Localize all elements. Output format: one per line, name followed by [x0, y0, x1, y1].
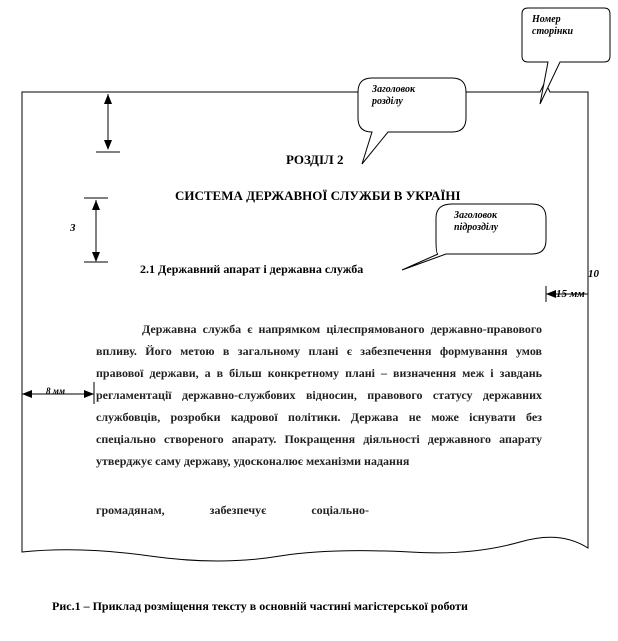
- page-number-label: 10: [588, 268, 599, 280]
- last-line-word-3: соціально-: [311, 503, 369, 517]
- figure-caption: Рис.1 – Приклад розміщення тексту в основній частині магістерської роботи: [52, 599, 468, 613]
- section-label: РОЗДІЛ 2: [286, 152, 344, 167]
- right-margin-label: 15 мм: [556, 288, 585, 300]
- callout-subsection-line2: підрозділу: [454, 222, 499, 233]
- callout-page-number: [532, 14, 573, 38]
- callout-page-number-line1: Номер: [532, 14, 561, 25]
- indent-label: 8 мм: [46, 386, 66, 396]
- callout-subsection-heading: [454, 210, 498, 234]
- callout-section-heading: [372, 84, 415, 108]
- body-last-line: [96, 503, 369, 518]
- subsection-title: 2.1 Державний апарат і державна служба: [140, 262, 364, 276]
- body-paragraph: Державна служба є напрямком цілеспрямованого державно-правового впливу. Його метою в загальному плані є забезпечення формування умов правової держави, а в більш конкретному плані – визначення меж і завдань регламентації державно-службових відносин, правового статусу державних службовців, розробки кадрової політики. Держава не може існувати без спеціально створеного апарату. Покращення діяльності державного апарату утверджує саму державу, удосконалює механізми надання: [96, 322, 542, 468]
- last-line-word-1: громадянам,: [96, 503, 165, 517]
- last-line-word-2: забезпечує: [209, 503, 267, 517]
- section-title: СИСТЕМА ДЕРЖАВНОЇ СЛУЖБИ В УКРАЇНІ: [175, 188, 461, 203]
- callout-section-line2: розділу: [372, 96, 403, 107]
- top-spacing-label: 3: [70, 222, 76, 234]
- callout-page-number-line2: сторінки: [532, 26, 574, 37]
- callout-section-line1: Заголовок: [372, 84, 416, 95]
- callout-subsection-line1: Заголовок: [454, 210, 498, 221]
